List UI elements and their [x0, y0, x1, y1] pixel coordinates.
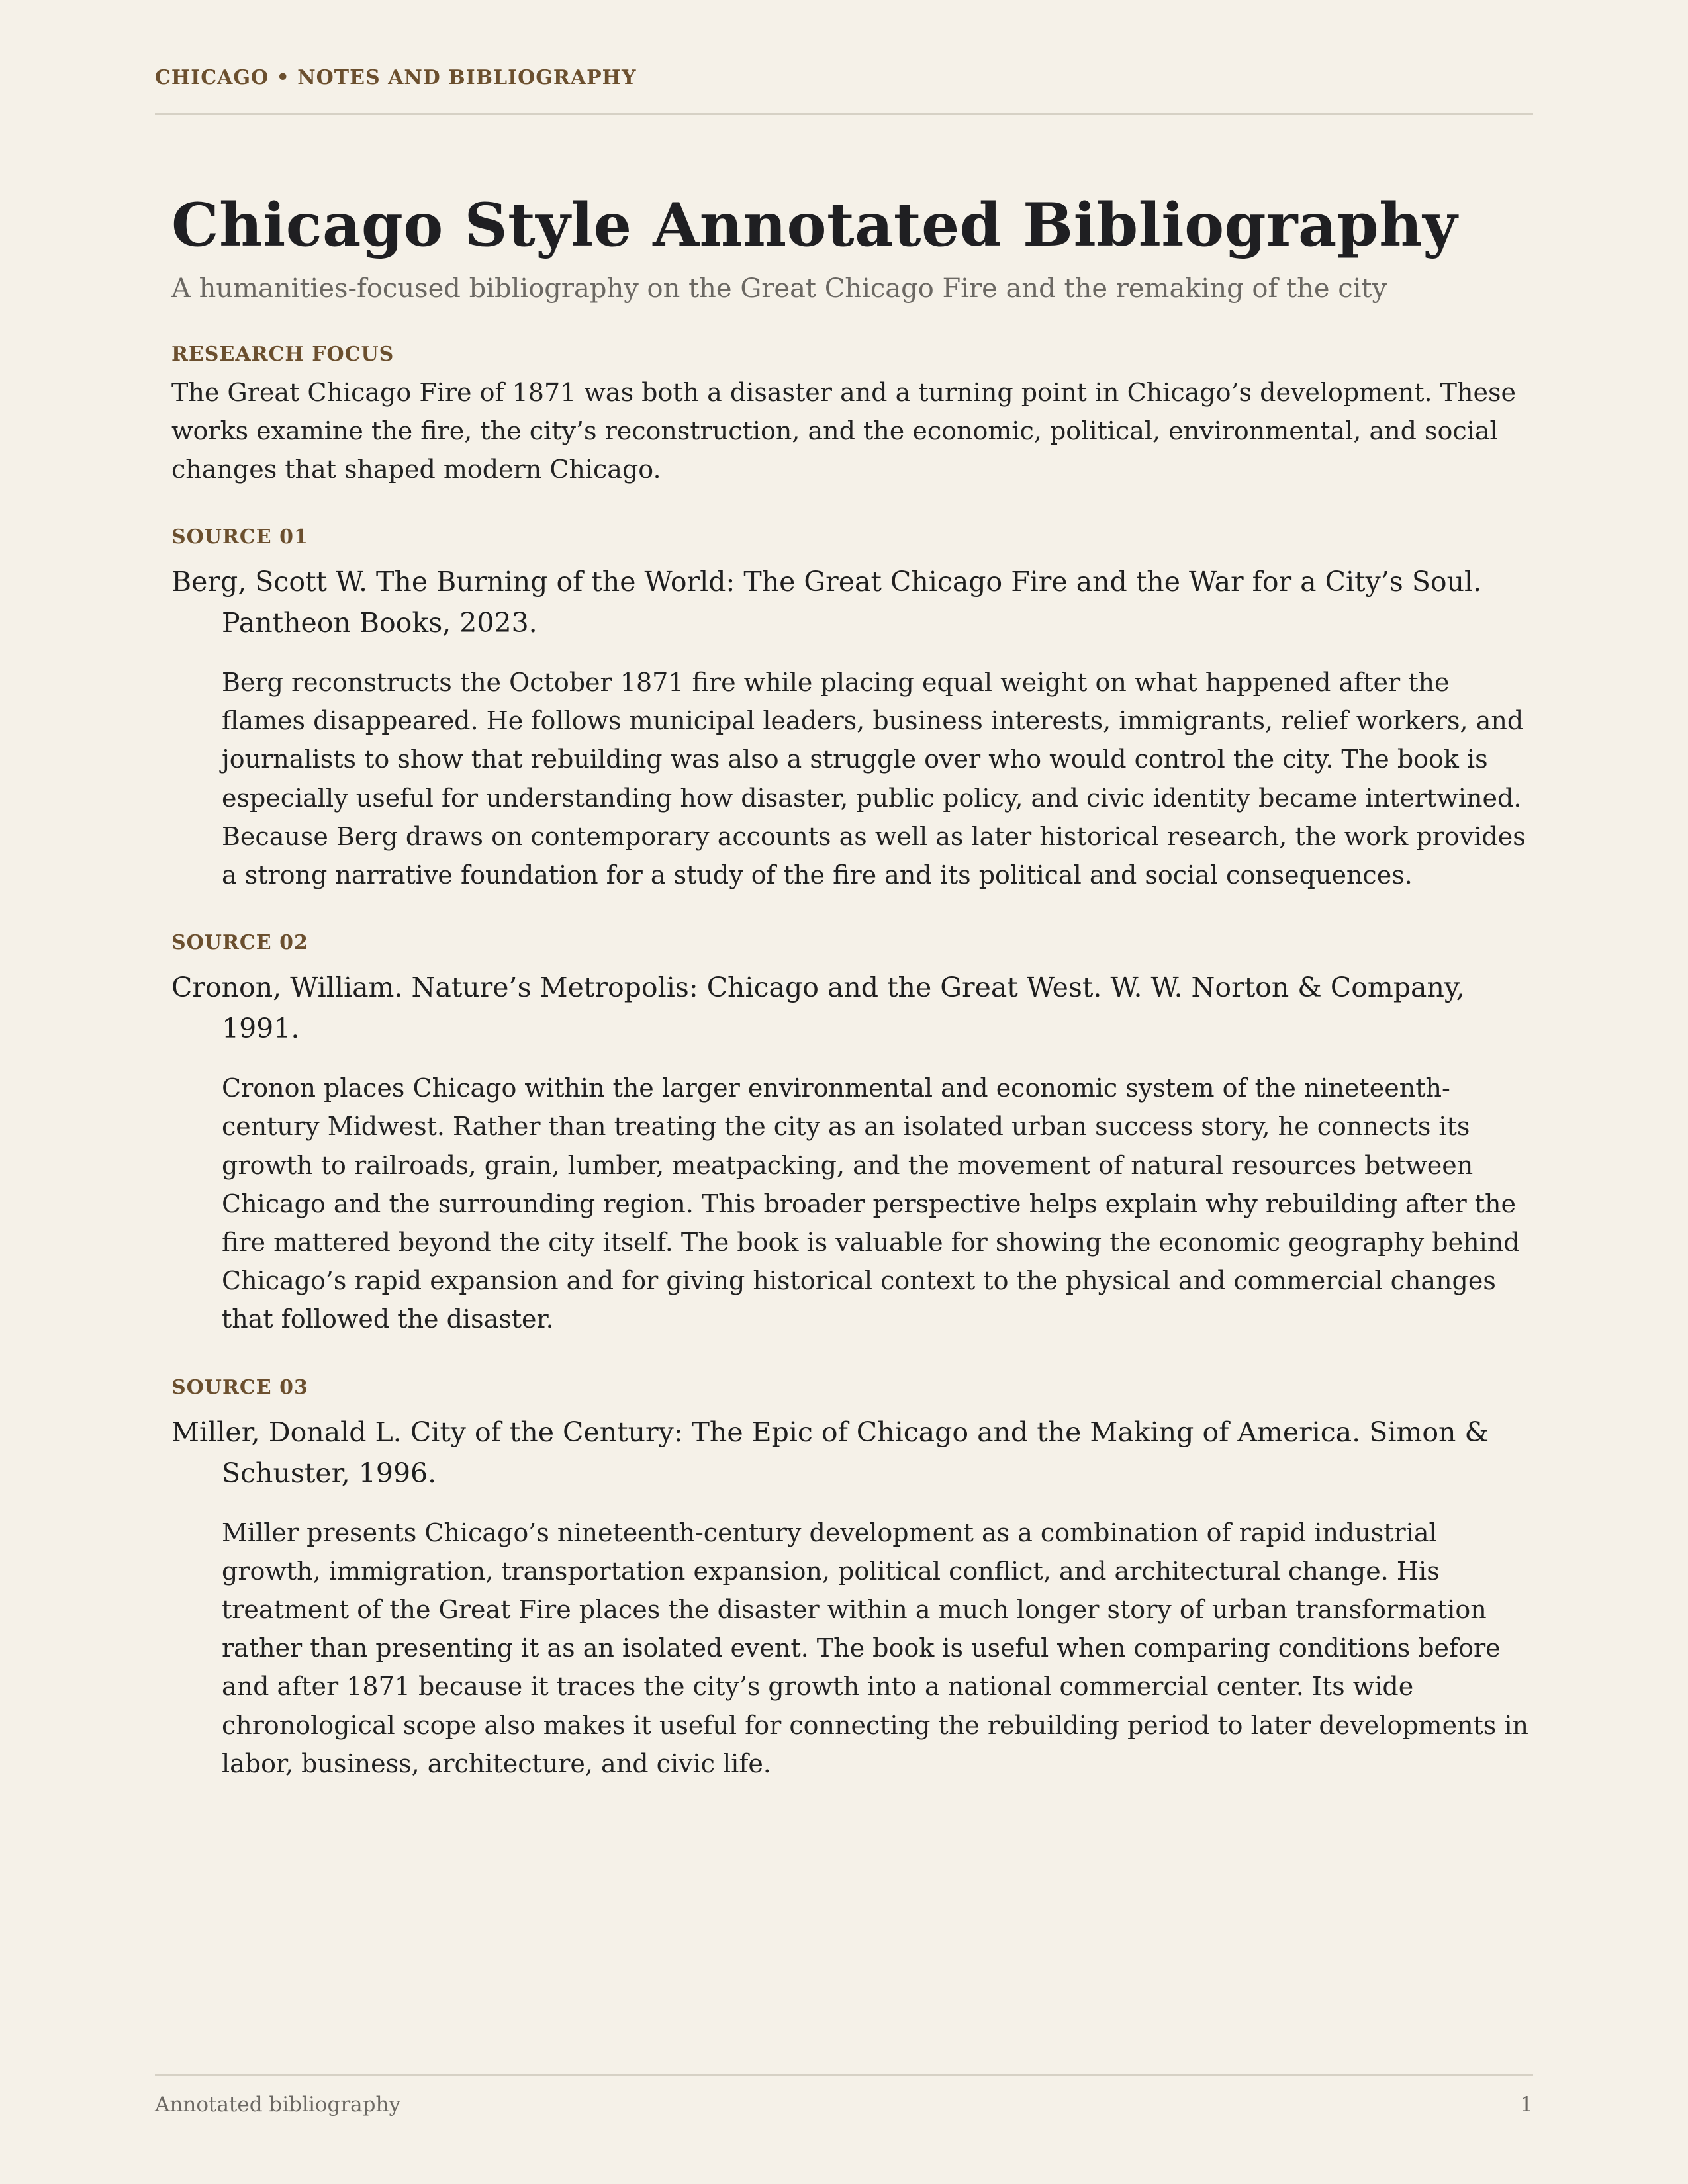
source-label: SOURCE 03: [171, 1375, 308, 1399]
source-entry: [171, 1376, 1528, 1783]
main-content: [171, 185, 1528, 1783]
source-annotation: Miller presents Chicago’s nineteenth-century development as a combination of rapid industrial growth, immigration, transportation expansion, political conflict, and architectural change. His treatment of the Great Fire places the disaster within a much longer story of urban transformation rather than presenting it as an isolated event. The book is useful when comparing conditions before and after 1871 because it traces the city’s growth into a national commercial center. Its wide chronological scope also makes it useful for connecting the rebuilding period to later developments in labor, business, architecture, and civic life.: [222, 1518, 1529, 1778]
source-entry: [171, 525, 1528, 894]
page-number: 1: [1520, 2093, 1533, 2116]
document-title: Chicago Style Annotated Bibliography: [171, 190, 1458, 260]
running-header: CHICAGO • NOTES AND BIBLIOGRAPHY: [155, 66, 637, 89]
source-citation: Berg, Scott W. The Burning of the World: The Great Chicago Fire and the War for a City’s Soul. Pantheon Books, 2023.: [171, 566, 1482, 639]
footer-divider: [155, 2074, 1533, 2076]
research-focus-text: The Great Chicago Fire of 1871 was both a disaster and a turning point in Chicago’s development. These works examine the fire, the city’s reconstruction, and the economic, political, environmental, and social changes that shaped modern Chicago.: [171, 378, 1516, 484]
source-annotation: Berg reconstructs the October 1871 fire while placing equal weight on what happened after the flames disappeared. He follows municipal leaders, business interests, immigrants, relief workers, and journalists to show that rebuilding was also a struggle over who would control the city. The book is especially useful for understanding how disaster, public policy, and civic identity became intertwined. Because Berg draws on contemporary accounts as well as later historical research, the work provides a strong narrative foundation for a study of the fire and its political and social consequences.: [222, 668, 1526, 890]
document-subtitle: A humanities-focused bibliography on the Great Chicago Fire and the remaking of the city: [171, 273, 1387, 304]
source-label: SOURCE 02: [171, 931, 308, 955]
source-citation: Cronon, William. Nature’s Metropolis: Chicago and the Great West. W. W. Norton & Company, 1991.: [171, 972, 1465, 1045]
source-citation: Miller, Donald L. City of the Century: The Epic of Chicago and the Making of America. Simon & Schuster, 1996.: [171, 1416, 1489, 1489]
source-label: SOURCE 01: [171, 525, 308, 549]
header-divider: [155, 113, 1533, 115]
footer-label: Annotated bibliography: [155, 2093, 400, 2116]
source-annotation: Cronon places Chicago within the larger environmental and economic system of the nineteenth-century Midwest. Rather than treating the city as an isolated urban success story, he connects its growth to railroads, grain, lumber, meatpacking, and the movement of natural resources between Chicago and the surrounding region. This broader perspective helps explain why rebuilding after the fire mattered beyond the city itself. The book is valuable for showing the economic geography behind Chicago’s rapid expansion and for giving historical context to the physical and commercial changes that followed the disaster.: [222, 1073, 1520, 1334]
research-focus-label: RESEARCH FOCUS: [171, 343, 395, 366]
source-entry: [171, 931, 1528, 1338]
